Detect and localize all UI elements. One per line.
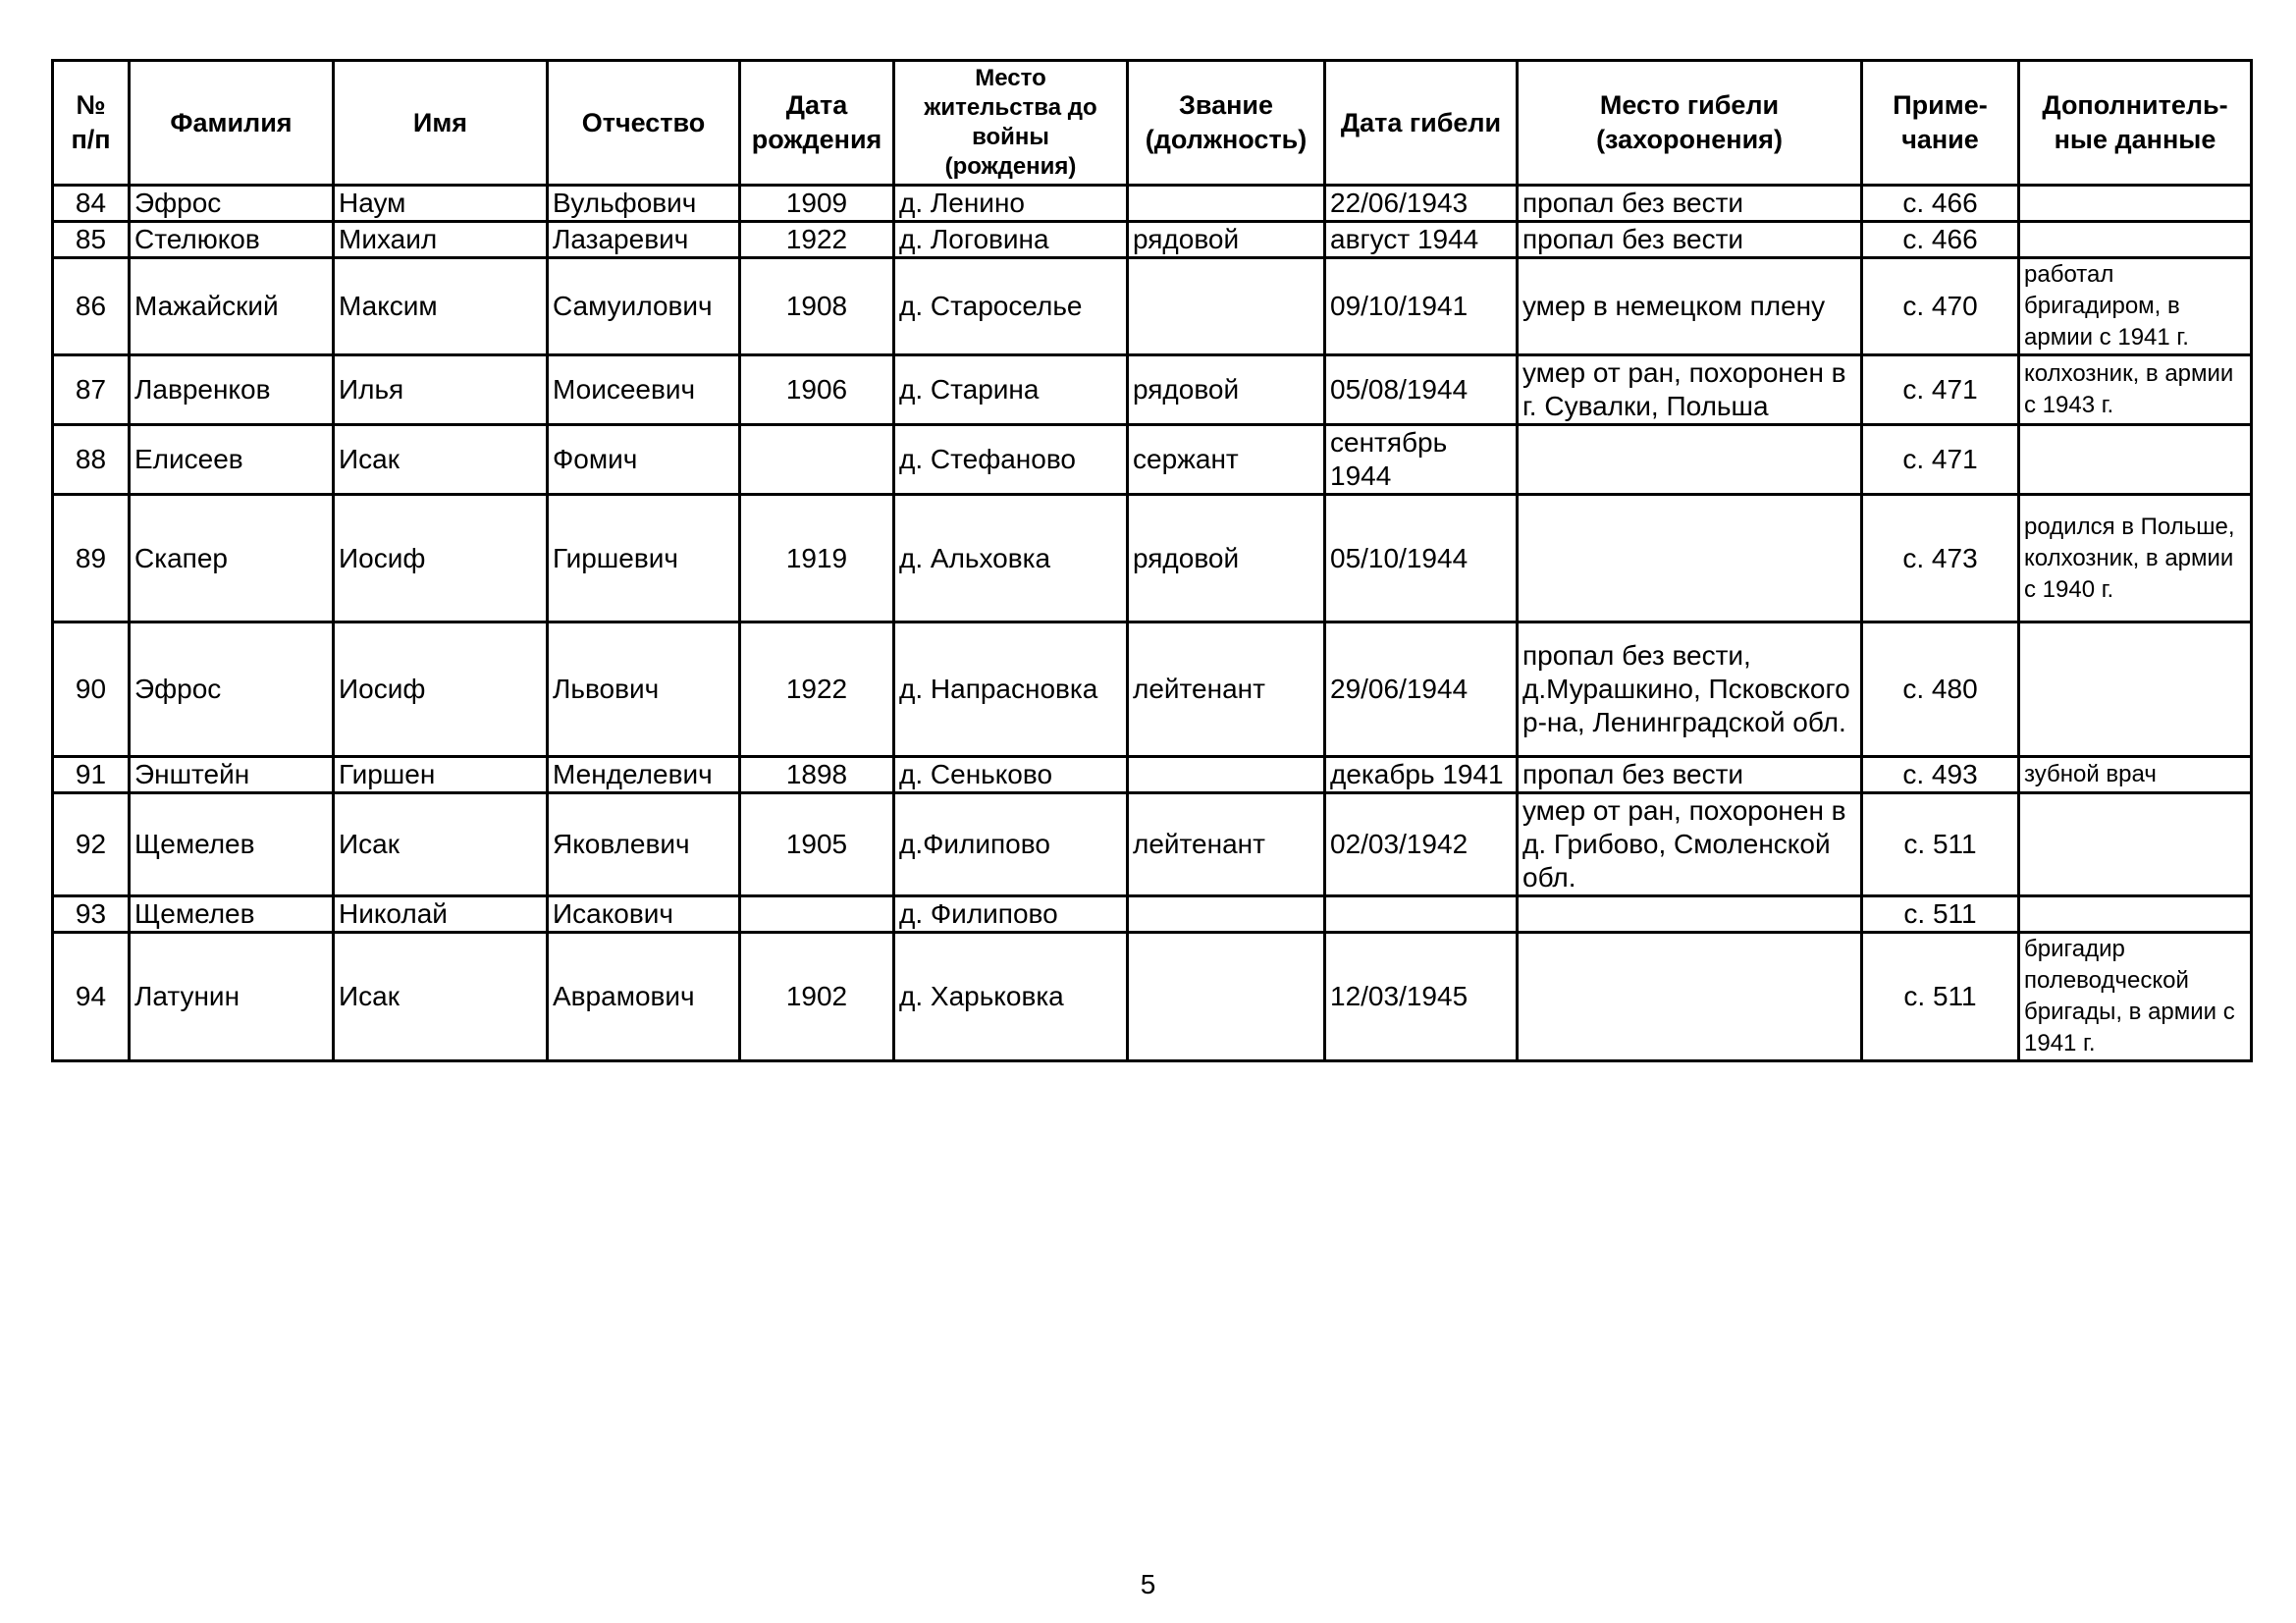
cell-name: Илья (334, 355, 548, 425)
cell-birth-date: 1906 (740, 355, 894, 425)
cell-patronymic: Фомич (548, 425, 740, 495)
cell-surname: Латунин (130, 933, 334, 1061)
cell-name: Исак (334, 793, 548, 896)
cell-residence: д. Стефаново (894, 425, 1128, 495)
cell-patronymic: Львович (548, 622, 740, 757)
cell-rank (1128, 186, 1325, 222)
cell-rank: рядовой (1128, 222, 1325, 258)
cell-death-place: пропал без вести (1518, 222, 1862, 258)
cell-extra (2019, 896, 2252, 933)
cell-extra: колхозник, в армии с 1943 г. (2019, 355, 2252, 425)
cell-note: с. 511 (1862, 896, 2019, 933)
cell-patronymic: Яковлевич (548, 793, 740, 896)
cell-num: 92 (53, 793, 130, 896)
cell-birth-date (740, 425, 894, 495)
cell-note: с. 480 (1862, 622, 2019, 757)
cell-residence: д. Ленино (894, 186, 1128, 222)
cell-rank: рядовой (1128, 495, 1325, 622)
cell-note: с. 511 (1862, 933, 2019, 1061)
cell-num: 86 (53, 258, 130, 355)
cell-surname: Елисеев (130, 425, 334, 495)
cell-death-place (1518, 896, 1862, 933)
document-sheet (51, 59, 2250, 1062)
cell-death-place (1518, 933, 1862, 1061)
cell-name: Николай (334, 896, 548, 933)
cell-death-place: пропал без вести (1518, 186, 1862, 222)
header-residence: Место жительства до войны (рождения) (894, 61, 1128, 186)
cell-extra (2019, 186, 2252, 222)
cell-residence: д. Альховка (894, 495, 1128, 622)
header-name: Имя (334, 61, 548, 186)
table-row (53, 258, 2252, 355)
cell-death-date: 05/10/1944 (1325, 495, 1518, 622)
cell-patronymic: Аврамович (548, 933, 740, 1061)
cell-num: 94 (53, 933, 130, 1061)
table-row (53, 222, 2252, 258)
cell-name: Иосиф (334, 622, 548, 757)
cell-patronymic: Вульфович (548, 186, 740, 222)
cell-birth-date (740, 896, 894, 933)
cell-patronymic: Исакович (548, 896, 740, 933)
cell-death-date: август 1944 (1325, 222, 1518, 258)
cell-num: 85 (53, 222, 130, 258)
header-note: Приме- чание (1862, 61, 2019, 186)
cell-name: Максим (334, 258, 548, 355)
cell-residence: д. Напрасновка (894, 622, 1128, 757)
cell-death-date: 02/03/1942 (1325, 793, 1518, 896)
cell-num: 87 (53, 355, 130, 425)
cell-name: Наум (334, 186, 548, 222)
cell-birth-date: 1919 (740, 495, 894, 622)
cell-birth-date: 1909 (740, 186, 894, 222)
cell-surname: Эфрос (130, 186, 334, 222)
cell-residence: д. Филипово (894, 896, 1128, 933)
table-row (53, 793, 2252, 896)
cell-num: 88 (53, 425, 130, 495)
cell-note: с. 466 (1862, 186, 2019, 222)
cell-death-place: пропал без вести, д.Мурашкино, Псковского р-на, Ленинградской обл. (1518, 622, 1862, 757)
cell-residence: д. Старина (894, 355, 1128, 425)
cell-num: 84 (53, 186, 130, 222)
cell-death-date: 22/06/1943 (1325, 186, 1518, 222)
table-row (53, 933, 2252, 1061)
table-row (53, 896, 2252, 933)
cell-note: с. 466 (1862, 222, 2019, 258)
cell-extra (2019, 222, 2252, 258)
cell-death-place (1518, 425, 1862, 495)
cell-surname: Мажайский (130, 258, 334, 355)
table-row (53, 186, 2252, 222)
cell-patronymic: Лазаревич (548, 222, 740, 258)
table-row (53, 425, 2252, 495)
cell-death-date: 29/06/1944 (1325, 622, 1518, 757)
cell-rank: лейтенант (1128, 793, 1325, 896)
cell-surname: Стелюков (130, 222, 334, 258)
cell-patronymic: Менделевич (548, 757, 740, 793)
cell-extra: бригадир полеводческой бригады, в армии с 1941 г. (2019, 933, 2252, 1061)
cell-extra: родился в Польше, колхозник, в армии с 1940 г. (2019, 495, 2252, 622)
cell-surname: Скапер (130, 495, 334, 622)
header-num: № п/п (53, 61, 130, 186)
cell-extra (2019, 793, 2252, 896)
cell-name: Исак (334, 425, 548, 495)
cell-birth-date: 1922 (740, 622, 894, 757)
cell-name: Гиршен (334, 757, 548, 793)
header-birth-date: Дата рождения (740, 61, 894, 186)
table-header (53, 61, 2252, 186)
cell-extra (2019, 622, 2252, 757)
cell-num: 91 (53, 757, 130, 793)
cell-rank (1128, 757, 1325, 793)
cell-name: Исак (334, 933, 548, 1061)
cell-birth-date: 1902 (740, 933, 894, 1061)
cell-rank (1128, 896, 1325, 933)
cell-surname: Щемелев (130, 896, 334, 933)
cell-death-place: пропал без вести (1518, 757, 1862, 793)
cell-patronymic: Самуилович (548, 258, 740, 355)
cell-patronymic: Гиршевич (548, 495, 740, 622)
cell-name: Иосиф (334, 495, 548, 622)
cell-rank: лейтенант (1128, 622, 1325, 757)
header-rank: Звание (должность) (1128, 61, 1325, 186)
cell-birth-date: 1922 (740, 222, 894, 258)
cell-residence: д. Логовина (894, 222, 1128, 258)
cell-surname: Лавренков (130, 355, 334, 425)
cell-death-place (1518, 495, 1862, 622)
cell-extra (2019, 425, 2252, 495)
cell-residence: д. Харьковка (894, 933, 1128, 1061)
header-death-date: Дата гибели (1325, 61, 1518, 186)
cell-residence: д. Староселье (894, 258, 1128, 355)
cell-birth-date: 1908 (740, 258, 894, 355)
cell-death-date: 05/08/1944 (1325, 355, 1518, 425)
cell-surname: Эфрос (130, 622, 334, 757)
cell-note: с. 470 (1862, 258, 2019, 355)
cell-death-date: декабрь 1941 (1325, 757, 1518, 793)
cell-extra: зубной врач (2019, 757, 2252, 793)
table-row (53, 757, 2252, 793)
cell-name: Михаил (334, 222, 548, 258)
cell-birth-date: 1905 (740, 793, 894, 896)
cell-residence: д. Сеньково (894, 757, 1128, 793)
cell-patronymic: Моисеевич (548, 355, 740, 425)
header-surname: Фамилия (130, 61, 334, 186)
table-body (53, 186, 2252, 1061)
cell-note: с. 493 (1862, 757, 2019, 793)
header-death-place: Место гибели (захоронения) (1518, 61, 1862, 186)
table-row (53, 355, 2252, 425)
page-number: 5 (1140, 1569, 1156, 1599)
header-extra: Дополнитель- ные данные (2019, 61, 2252, 186)
cell-num: 90 (53, 622, 130, 757)
cell-num: 89 (53, 495, 130, 622)
cell-note: с. 511 (1862, 793, 2019, 896)
cell-death-date: сентябрь 1944 (1325, 425, 1518, 495)
cell-note: с. 471 (1862, 355, 2019, 425)
cell-rank: рядовой (1128, 355, 1325, 425)
cell-death-place: умер в немецком плену (1518, 258, 1862, 355)
cell-note: с. 473 (1862, 495, 2019, 622)
cell-death-date (1325, 896, 1518, 933)
cell-rank: сержант (1128, 425, 1325, 495)
cell-rank (1128, 258, 1325, 355)
cell-num: 93 (53, 896, 130, 933)
cell-death-date: 12/03/1945 (1325, 933, 1518, 1061)
cell-extra: работал бригадиром, в армии с 1941 г. (2019, 258, 2252, 355)
cell-surname: Щемелев (130, 793, 334, 896)
cell-surname: Энштейн (130, 757, 334, 793)
cell-note: с. 471 (1862, 425, 2019, 495)
header-patronymic: Отчество (548, 61, 740, 186)
casualty-table (51, 59, 2253, 1062)
header-row (53, 61, 2252, 186)
cell-death-place: умер от ран, похоронен в д. Грибово, Смоленской обл. (1518, 793, 1862, 896)
cell-residence: д.Филипово (894, 793, 1128, 896)
cell-birth-date: 1898 (740, 757, 894, 793)
cell-rank (1128, 933, 1325, 1061)
table-row (53, 495, 2252, 622)
cell-death-place: умер от ран, похоронен в г. Сувалки, Польша (1518, 355, 1862, 425)
cell-death-date: 09/10/1941 (1325, 258, 1518, 355)
table-row (53, 622, 2252, 757)
